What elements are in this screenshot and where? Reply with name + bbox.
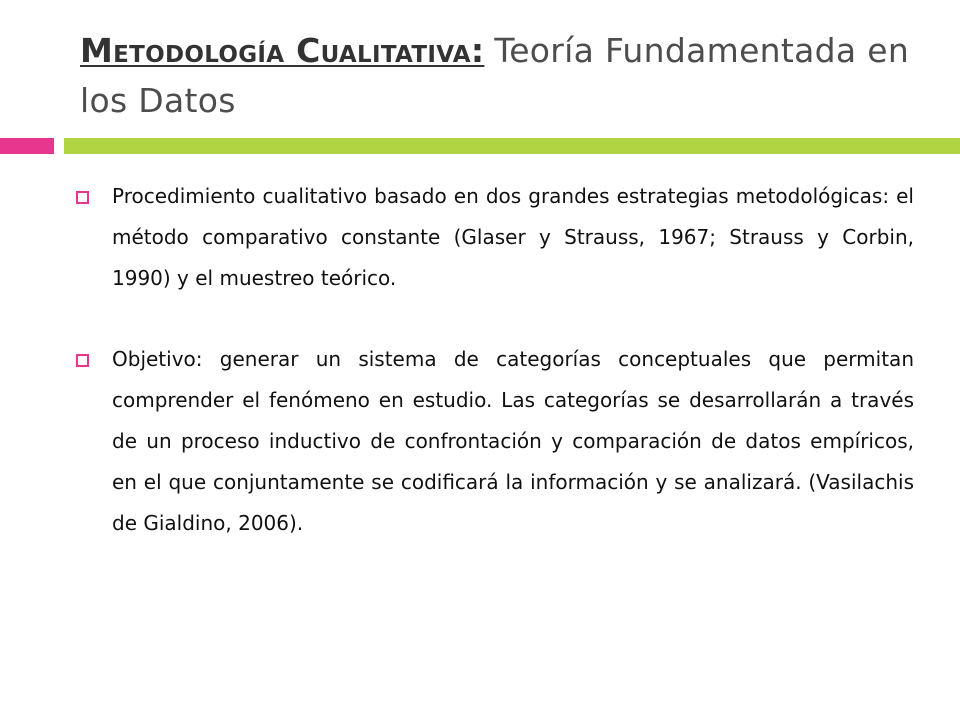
bullet-item [76, 339, 914, 544]
pink-accent-bar [0, 138, 54, 154]
green-accent-bar [64, 138, 960, 154]
bullet-text: Objetivo: generar un sistema de categorías conceptuales que permitan comprender el fenómeno en estudio. Las categorías se desarrollarán a través de un proceso inductivo de confrontación y comparación de datos empíricos, en el que conjuntamente se codificará la información y se analizará. (Vasilachis de Gialdino, 2006). [112, 347, 914, 535]
bullet-text: Procedimiento cualitativo basado en dos grandes estrategias metodológicas: el método comparativo constante (Glaser y Strauss, 1967; Strauss y Corbin, 1990) y el muestreo teórico. [112, 184, 914, 290]
hollow-square-icon [76, 354, 89, 367]
bullet-list [76, 176, 914, 544]
hollow-square-icon [76, 191, 89, 204]
title-heading: Metodología Cualitativa: [80, 31, 485, 70]
slide-title [80, 26, 920, 126]
title-subheading: Teoría Fundamentada en los Datos [80, 31, 910, 120]
bullet-item [76, 176, 914, 299]
